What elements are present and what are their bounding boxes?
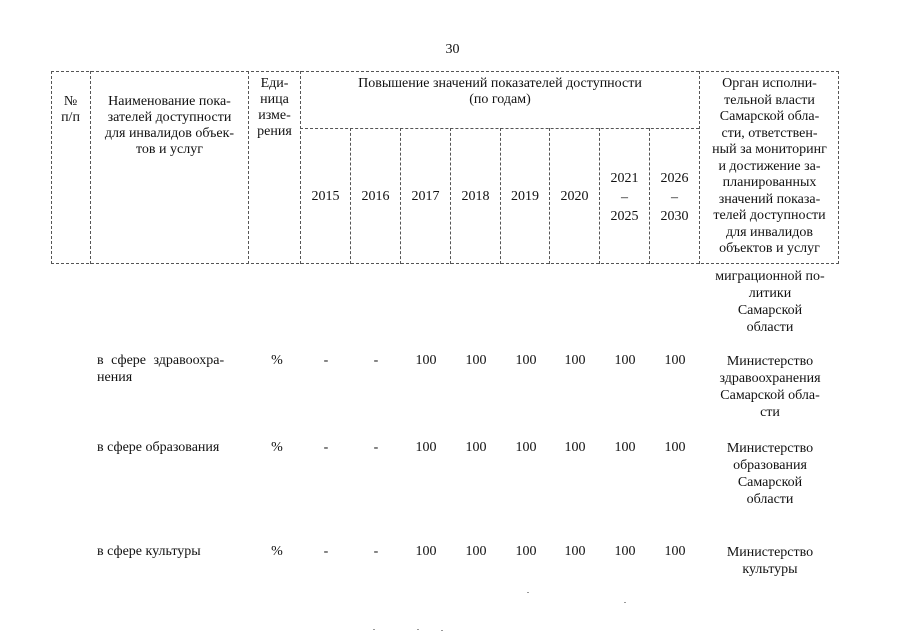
row-value: 100 (415, 353, 437, 368)
row-value: 100 (664, 353, 686, 368)
row-value: - (373, 440, 379, 455)
header-year-2016: 2016 (361, 189, 390, 204)
row-name: в сфере здравоохра- нения (97, 353, 225, 385)
header-year-2017: 2017 (411, 189, 440, 204)
header-num: № п/п (61, 94, 80, 125)
row-value: - (323, 440, 329, 455)
scan-speck (441, 630, 443, 631)
row-value: - (323, 544, 329, 559)
row-value: 100 (664, 544, 686, 559)
row-value: 100 (614, 353, 636, 368)
header-year-2015: 2015 (311, 189, 340, 204)
scan-speck (624, 602, 626, 603)
row-value: 100 (664, 440, 686, 455)
row-value: 100 (465, 353, 487, 368)
header-year-2026-2030: 2026 – 2030 (660, 171, 689, 224)
row-value: 100 (564, 353, 586, 368)
header-year-2021-2025: 2021 – 2025 (610, 171, 639, 224)
scan-speck (373, 629, 375, 630)
row-value: 100 (415, 544, 437, 559)
row-unit: % (271, 353, 283, 368)
header-increase: Повышение значений показателей доступности (по годам) (358, 76, 642, 107)
carry-over-org: миграционной по- литики Самарской области (715, 269, 825, 335)
row-value: 100 (465, 440, 487, 455)
row-org: Министерство здравоохранения Самарской обла- сти (719, 354, 821, 420)
row-value: 100 (564, 544, 586, 559)
row-value: 100 (614, 544, 636, 559)
row-name: в сфере культуры (97, 544, 201, 559)
row-value: 100 (515, 440, 537, 455)
header-org: Орган исполни- тельной власти Самарской обла- сти, ответствен- ный за мониторинг и достижение за- планированных значений показа- телей доступности для инвалидов объектов и услуг (712, 76, 827, 256)
page-number: 30 (445, 42, 460, 57)
row-value: - (373, 544, 379, 559)
row-value: - (373, 353, 379, 368)
scan-speck (417, 629, 419, 630)
header-name: Наименование пока- зателей доступности для инвалидов объек- тов и услуг (104, 94, 235, 157)
row-value: 100 (465, 544, 487, 559)
scan-speck (527, 592, 529, 593)
row-value: 100 (515, 544, 537, 559)
row-value: - (323, 353, 329, 368)
header-unit: Еди- ница изме- рения (257, 76, 292, 139)
row-value: 100 (614, 440, 636, 455)
header-year-2019: 2019 (511, 189, 539, 204)
row-value: 100 (415, 440, 437, 455)
row-org: Министерство культуры (726, 545, 814, 577)
row-unit: % (271, 544, 283, 559)
row-value: 100 (564, 440, 586, 455)
row-unit: % (271, 440, 283, 455)
row-org: Министерство образования Самарской области (726, 441, 814, 507)
row-value: 100 (515, 353, 537, 368)
header-year-2020: 2020 (560, 189, 589, 204)
row-name: в сфере образования (97, 440, 220, 455)
header-year-2018: 2018 (461, 189, 490, 204)
